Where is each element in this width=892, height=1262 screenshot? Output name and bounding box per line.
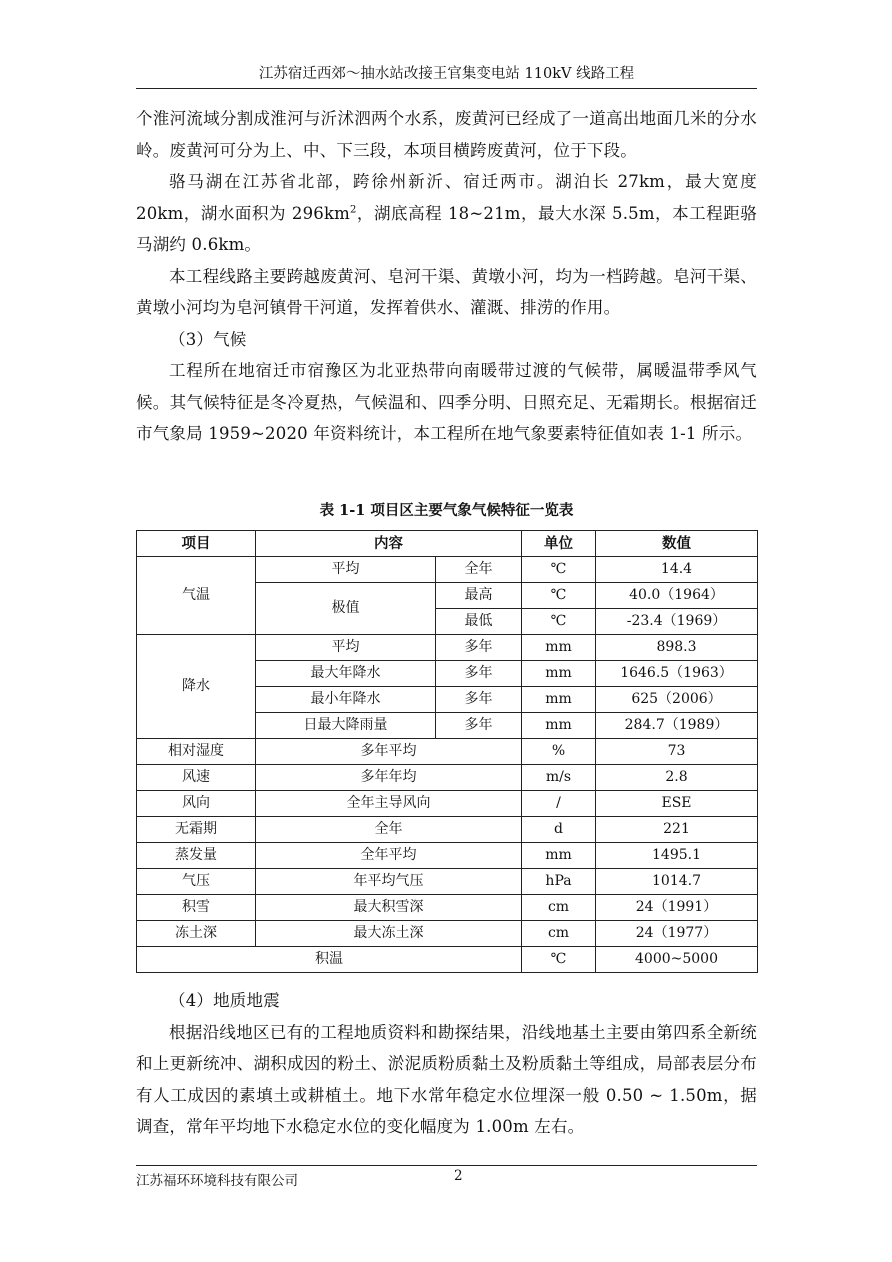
item-cell: 相对湿度 xyxy=(137,739,256,765)
item-cell: 无霜期 xyxy=(137,817,256,843)
unit-cell: cm xyxy=(522,921,596,947)
table-row xyxy=(137,921,758,947)
period-cell: 最低 xyxy=(436,609,522,635)
section-heading: （3）气候 xyxy=(169,329,247,349)
table-row xyxy=(137,739,758,765)
superscript: 2 xyxy=(350,204,357,215)
content-cell: 平均 xyxy=(256,635,436,661)
content-cell: 年平均气压 xyxy=(256,869,522,895)
header-unit: 单位 xyxy=(522,531,596,557)
item-cell: 蒸发量 xyxy=(137,843,256,869)
item-cell: 降水 xyxy=(137,635,256,739)
document-title: 江苏宿迁西郊～抽水站改接王官集变电站 110kV 线路工程 xyxy=(258,66,635,82)
value-cell: 14.4 xyxy=(596,557,758,583)
period-cell: 多年 xyxy=(436,713,522,739)
unit-cell: mm xyxy=(522,661,596,687)
unit-cell: ℃ xyxy=(522,583,596,609)
value-cell: 24（1991） xyxy=(596,895,758,921)
item-cell: 风速 xyxy=(137,765,256,791)
period-cell: 多年 xyxy=(436,661,522,687)
unit-cell: % xyxy=(522,739,596,765)
content-cell: 全年主导风向 xyxy=(256,791,522,817)
unit-cell: ℃ xyxy=(522,557,596,583)
header-value: 数值 xyxy=(596,531,758,557)
value-cell: 1014.7 xyxy=(596,869,758,895)
content-cell: 平均 xyxy=(256,557,436,583)
section-heading: （4）地质地震 xyxy=(169,991,280,1010)
unit-cell: hPa xyxy=(522,869,596,895)
value-cell: 898.3 xyxy=(596,635,758,661)
period-cell: 最高 xyxy=(436,583,522,609)
table-row xyxy=(137,947,758,973)
unit-cell: m/s xyxy=(522,765,596,791)
header-item: 项目 xyxy=(137,531,256,557)
value-cell: 625（2006） xyxy=(596,687,758,713)
table-row xyxy=(137,765,758,791)
period-cell: 多年 xyxy=(436,635,522,661)
paragraph: 工程所在地宿迁市宿豫区为北亚热带向南暖带过渡的气候带，属暖温带季风气候。其气候特征是冬冷夏热，气候温和、四季分明、日照充足、无霜期长。根据宿迁市气象局 1959~2020 年资料统计，本工程所在地气象要素特征值如表 1-1 所示。 xyxy=(136,361,757,443)
item-cell: 风向 xyxy=(137,791,256,817)
table-row xyxy=(137,557,758,583)
company-name: 江苏福环环境科技有限公司 xyxy=(136,1173,298,1189)
page-footer xyxy=(136,1165,757,1189)
item-cell: 积温 xyxy=(137,947,522,973)
period-cell: 全年 xyxy=(436,557,522,583)
unit-cell: mm xyxy=(522,843,596,869)
item-cell: 积雪 xyxy=(137,895,256,921)
content-cell: 多年平均 xyxy=(256,739,522,765)
value-cell: 284.7（1989） xyxy=(596,713,758,739)
content-cell: 最大积雪深 xyxy=(256,895,522,921)
value-cell: 1646.5（1963） xyxy=(596,661,758,687)
page-number: 2 xyxy=(454,1168,463,1184)
content-cell: 极值 xyxy=(256,583,436,635)
table-row xyxy=(137,843,758,869)
unit-cell: mm xyxy=(522,687,596,713)
table-row xyxy=(137,635,758,661)
content-cell: 最大冻土深 xyxy=(256,921,522,947)
table-row xyxy=(137,895,758,921)
value-cell: 4000~5000 xyxy=(596,947,758,973)
value-cell: 24（1977） xyxy=(596,921,758,947)
paragraph: 根据沿线地区已有的工程地质资料和勘探结果，沿线地基土主要由第四系全新统和上更新统冲、湖积成因的粉土、淤泥质粉质黏土及粉质黏土等组成，局部表层分布有人工成因的素填土或耕植土。地下水常年稳定水位埋深一般 0.50 ~ 1.50m，据调查，常年平均地下水稳定水位的变化幅度为 1.00m 左右。 xyxy=(136,1022,757,1136)
unit-cell: mm xyxy=(522,713,596,739)
content-cell: 最小年降水 xyxy=(256,687,436,713)
value-cell: 221 xyxy=(596,817,758,843)
content-cell: 多年年均 xyxy=(256,765,522,791)
unit-cell: d xyxy=(522,817,596,843)
value-cell: 1495.1 xyxy=(596,843,758,869)
value-cell: 73 xyxy=(596,739,758,765)
page-header xyxy=(136,62,757,89)
body-text-top xyxy=(136,103,757,450)
body-text-bottom xyxy=(136,985,757,1143)
table-caption: 表 1-1 项目区主要气象气候特征一览表 xyxy=(319,502,574,519)
content-cell: 全年平均 xyxy=(256,843,522,869)
table-header-row xyxy=(137,531,758,557)
item-cell: 气温 xyxy=(137,557,256,635)
unit-cell: mm xyxy=(522,635,596,661)
table-row xyxy=(137,869,758,895)
item-cell: 冻土深 xyxy=(137,921,256,947)
value-cell: -23.4（1969） xyxy=(596,609,758,635)
period-cell: 多年 xyxy=(436,687,522,713)
value-cell: 2.8 xyxy=(596,765,758,791)
climate-table xyxy=(136,530,758,973)
unit-cell: ℃ xyxy=(522,947,596,973)
value-cell: 40.0（1964） xyxy=(596,583,758,609)
paragraph: 个淮河流域分割成淮河与沂沭泗两个水系，废黄河已经成了一道高出地面几米的分水岭。废黄河可分为上、中、下三段，本项目横跨废黄河，位于下段。 xyxy=(136,109,757,160)
content-cell: 日最大降雨量 xyxy=(256,713,436,739)
content-cell: 最大年降水 xyxy=(256,661,436,687)
unit-cell: cm xyxy=(522,895,596,921)
unit-cell: / xyxy=(522,791,596,817)
paragraph-text: ，湖底高程 18~21m，最大水深 5.5m，本工程距骆马湖约 0.6km。 xyxy=(136,203,757,254)
unit-cell: ℃ xyxy=(522,609,596,635)
value-cell: ESE xyxy=(596,791,758,817)
content-cell: 全年 xyxy=(256,817,522,843)
table-row xyxy=(137,791,758,817)
header-content: 内容 xyxy=(256,531,522,557)
paragraph: 本工程线路主要跨越废黄河、皂河干渠、黄墩小河，均为一档跨越。皂河干渠、黄墩小河均为皂河镇骨干河道，发挥着供水、灌溉、排涝的作用。 xyxy=(136,266,757,317)
paragraph-text: 骆马湖在江苏省北部，跨徐州新沂、宿迁两市。湖泊长 27km，最大宽度 20km，湖水面积为 296km xyxy=(136,172,757,223)
item-cell: 气压 xyxy=(137,869,256,895)
paragraph xyxy=(136,166,757,261)
table-row xyxy=(137,817,758,843)
